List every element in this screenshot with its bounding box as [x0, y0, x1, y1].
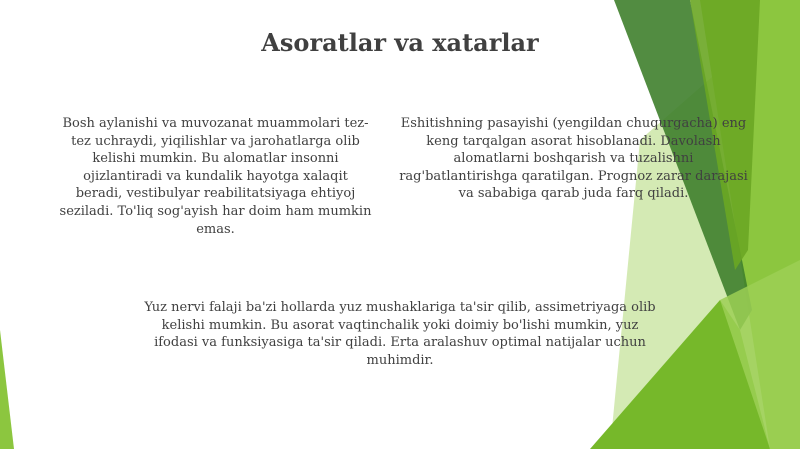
slide-title: Asoratlar va xatarlar — [261, 28, 539, 57]
dizziness-paragraph: Bosh aylanishi va muvozanat muammolari tez-tez uchraydi, yiqilishlar va jarohatlarga olib kelishi mumkin. Bu alomatlar insonni ojizlantiradi va kundalik hayotga xalaqit beradi, vestibulyar reabilitatsiyaga ehtiyoj seziladi. To'liq sog'ayish har doim ham mumkin emas. — [59, 116, 372, 237]
left-edge-facet — [0, 330, 14, 449]
facial-nerve-paragraph: Yuz nervi falaji ba'zi hollarda yuz mushaklariga ta'sir qilib, assimetriyaga olib kelishi mumkin. Bu asorat vaqtinchalik yoki doimiy bo'lishi mumkin, yuz ifodasi va funksiyasiga ta'sir qiladi. Erta aralashuv optimal natijalar uchun muhimdir. — [144, 300, 656, 368]
hearing-loss-paragraph: Eshitishning pasayishi (yengildan chuqurgacha) eng keng tarqalgan asorat hisoblanadi. Davolash alomatlarni boshqarish va tuzalishni rag'batlantirishga qaratilgan. Prognoz zarar darajasi va sababiga qarab juda farq qiladi. — [399, 116, 748, 202]
